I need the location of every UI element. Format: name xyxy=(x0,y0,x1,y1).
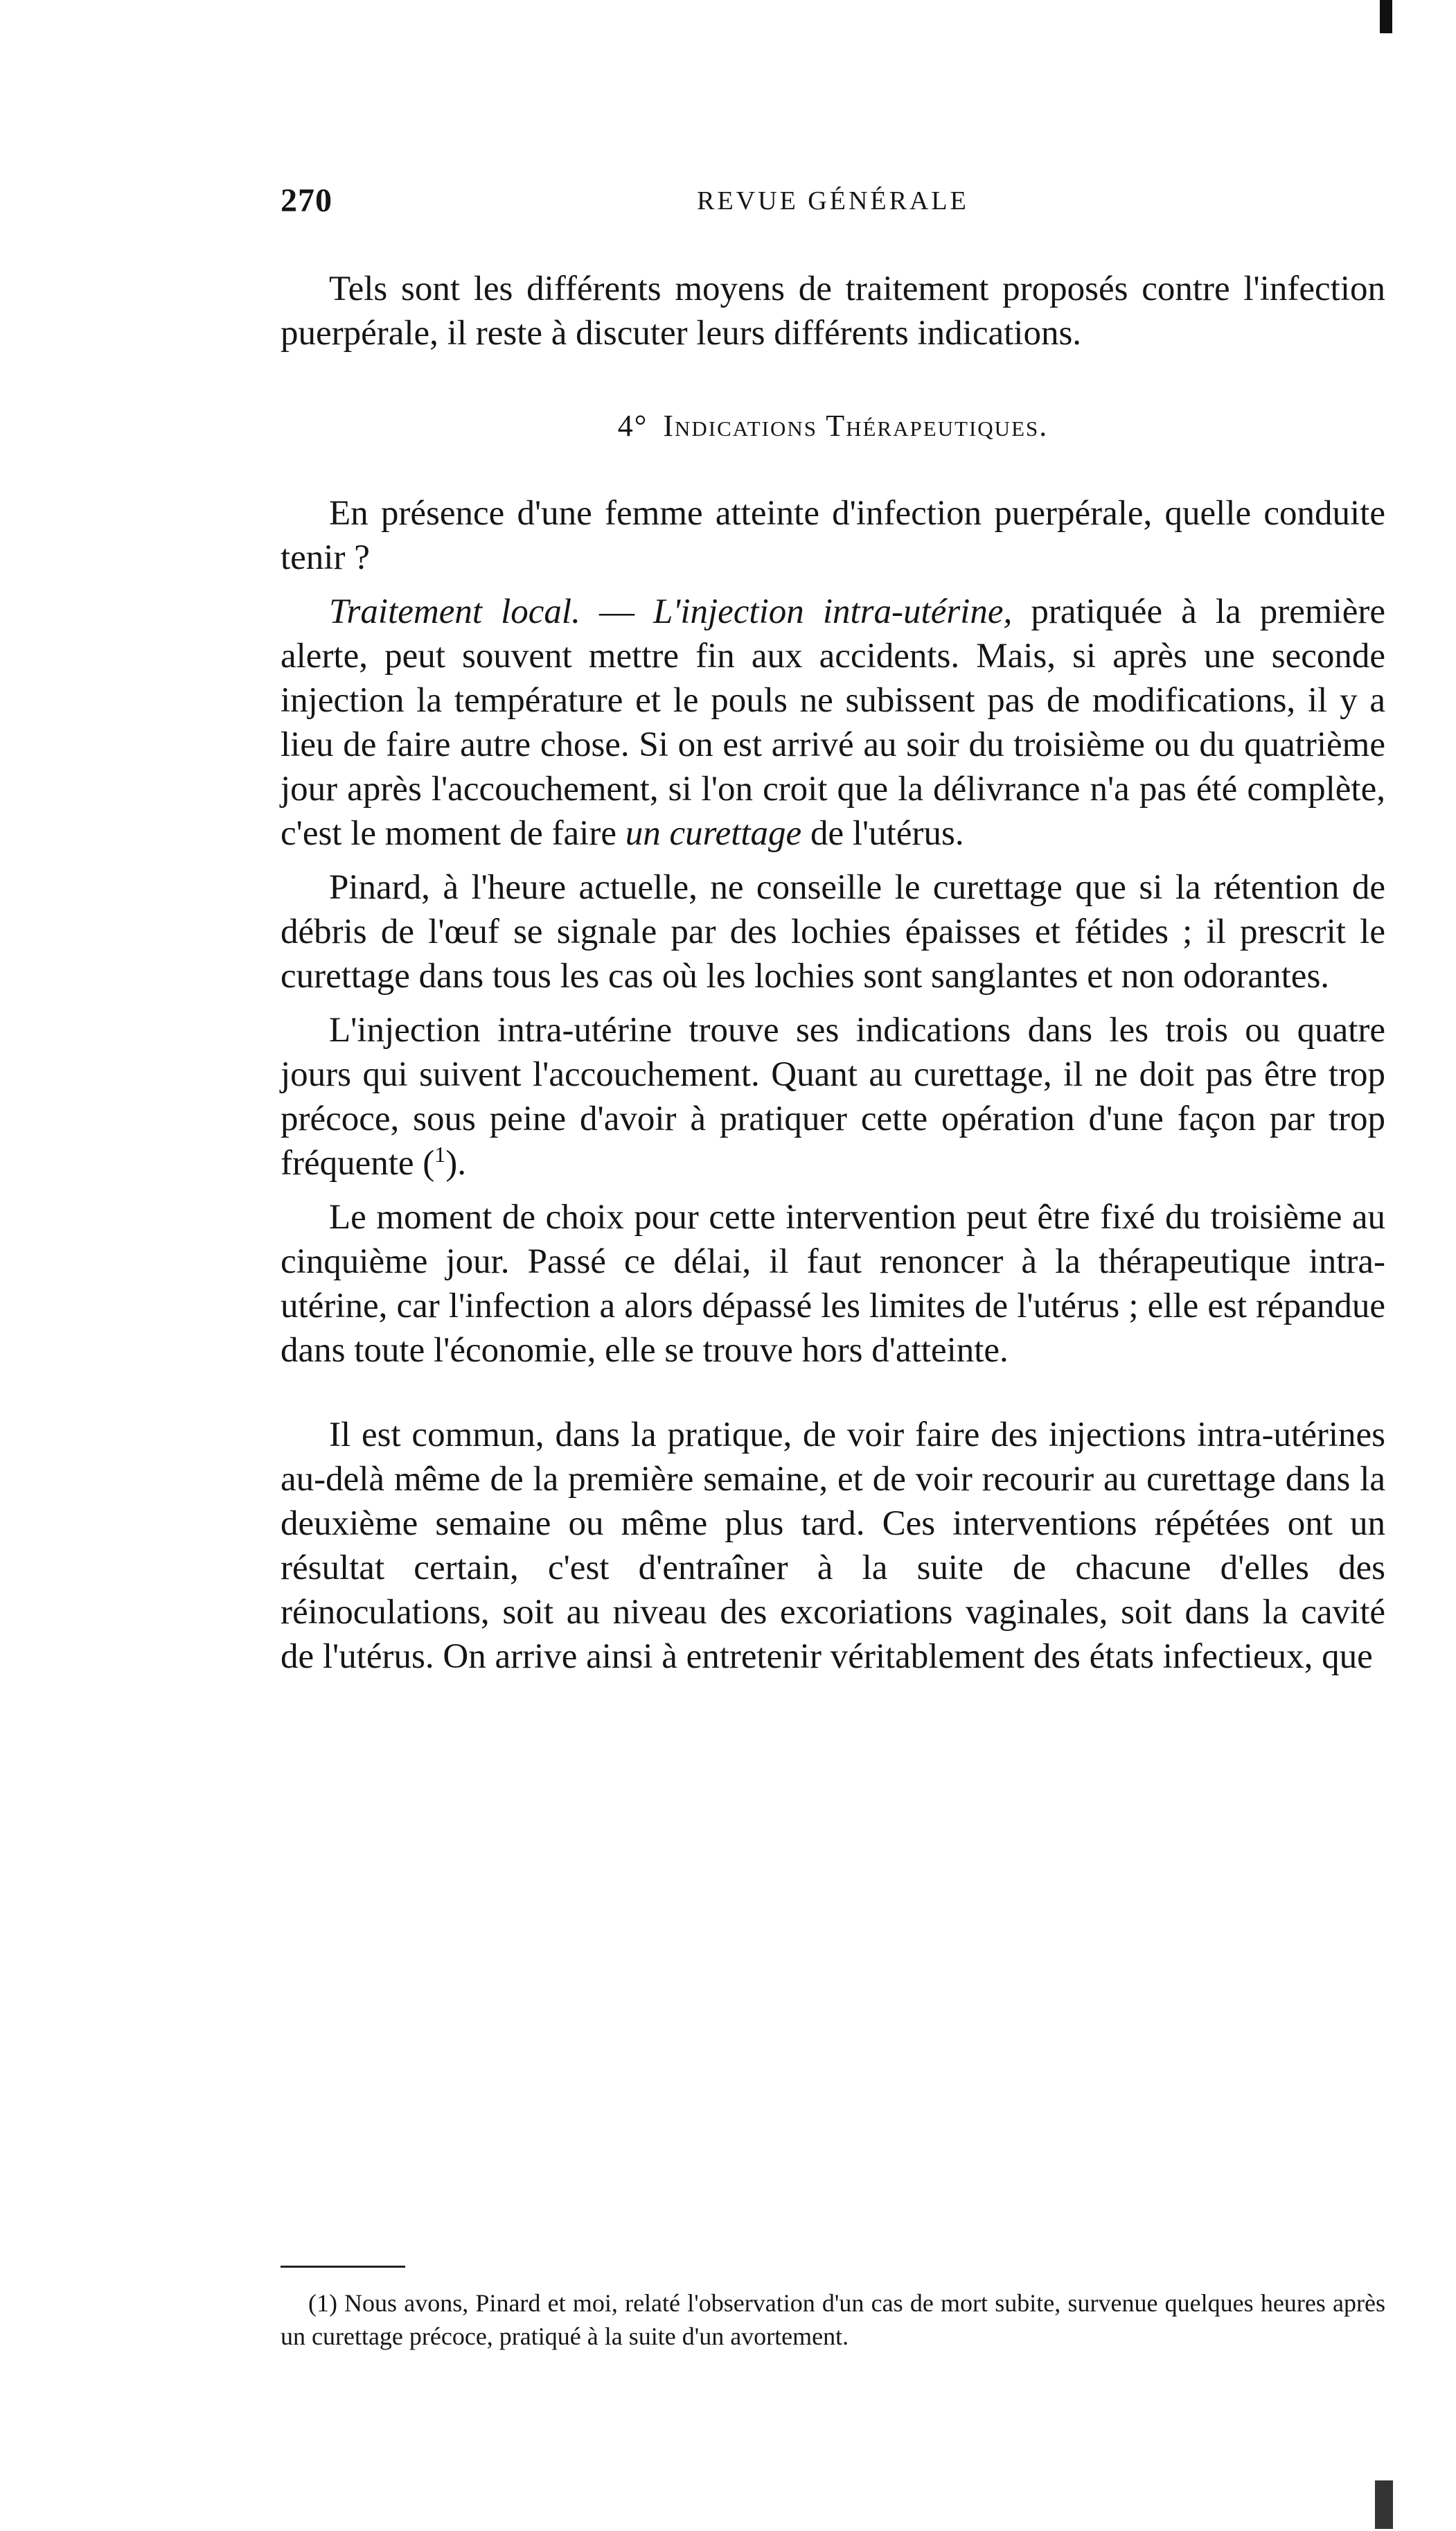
body-text xyxy=(281,267,1385,1688)
paragraph-7: Il est commun, dans la pratique, de voir faire des injections intra-utérines au-delà même de la première semaine, et de voir recourir au curettage dans la deuxième semaine ou même plus tard. Ces interventions répétées ont un résultat certain, c'est d'entraîner à la suite de chacune d'elles des réinoculations, soit au niveau des excoriations vaginales, soit dans la cavité de l'utérus. On arrive ainsi à entretenir véritablement des états infectieux, que xyxy=(281,1416,1385,1676)
footnote-mark: (1) xyxy=(308,2289,337,2317)
page-number: 270 xyxy=(281,182,332,219)
footnote-text: Nous avons, Pinard et moi, relaté l'observation d'un cas de mort subite, survenue quelques heures après un curettage précoce, pratiqué à la suite d'un avortement. xyxy=(281,2289,1385,2350)
paragraph-5-text: L'injection intra-utérine trouve ses indications dans les trois ou quatre jours qui suivent l'accouchement. Quant au curettage, il ne doit pas être trop précoce, sous peine d'avoir à pratiquer cette opération d'une façon par trop fréquente ( xyxy=(281,1011,1385,1183)
paragraph-6: Le moment de choix pour cette intervention peut être fixé du troisième au cinquième jour. Passé ce délai, il faut renoncer à la thérapeutique intra-utérine, car l'infection a alors dépassé les limites de l'utérus ; elle est répandue dans toute l'économie, elle se trouve hors d'atteinte. xyxy=(281,1198,1385,1370)
footnote-rule xyxy=(281,2266,405,2268)
paragraph-3-italic-injection: L'injection intra-utérine, xyxy=(653,592,1013,631)
footnote xyxy=(281,2286,1385,2353)
page-header xyxy=(281,182,1385,230)
paragraph-4: Pinard, à l'heure actuelle, ne conseille le curettage que si la rétention de débris de l'œuf se signale par des lochies épaisses et fétides ; il prescrit le curettage dans tous les cas où les lochies sont sanglantes et non odorantes. xyxy=(281,868,1385,996)
paragraph-3-italic-curettage: un curettage xyxy=(625,814,802,853)
paragraph-3-text-2: de l'utérus. xyxy=(801,814,964,853)
paragraph-3-text-1: pratiquée à la première alerte, peut souvent mettre fin aux accidents. Mais, si après une seconde injection la température et le pouls ne subissent pas de modifications, il y a lieu de faire autre chose. Si on est arrivé au soir du troisième ou du quatrième jour après l'accouchement, si l'on croit que la délivrance n'a pas été complète, c'est le moment de faire xyxy=(281,592,1386,853)
section-title: Indications Thérapeutiques. xyxy=(663,409,1049,443)
paragraph-3-lead: Traitement local. xyxy=(329,592,580,631)
scan-artifact-bottom-right xyxy=(1375,2480,1393,2529)
paragraph-5 xyxy=(281,1008,1385,1185)
paragraph-5-close: ). xyxy=(445,1144,467,1183)
running-title: REVUE GÉNÉRALE xyxy=(697,186,969,215)
scan-artifact-top-right xyxy=(1380,0,1392,33)
paragraph-1: Tels sont les différents moyens de traitement proposés contre l'infection puerpérale, il reste à discuter leurs différents indications. xyxy=(281,270,1385,353)
paragraph-2: En présence d'une femme atteinte d'infection puerpérale, quelle conduite tenir ? xyxy=(281,494,1385,577)
paragraph-3 xyxy=(281,590,1385,856)
section-number: 4° xyxy=(617,409,648,443)
section-heading xyxy=(281,404,1385,448)
footnote-reference: 1 xyxy=(434,1142,446,1167)
paragraph-3-dash: — xyxy=(580,592,654,631)
